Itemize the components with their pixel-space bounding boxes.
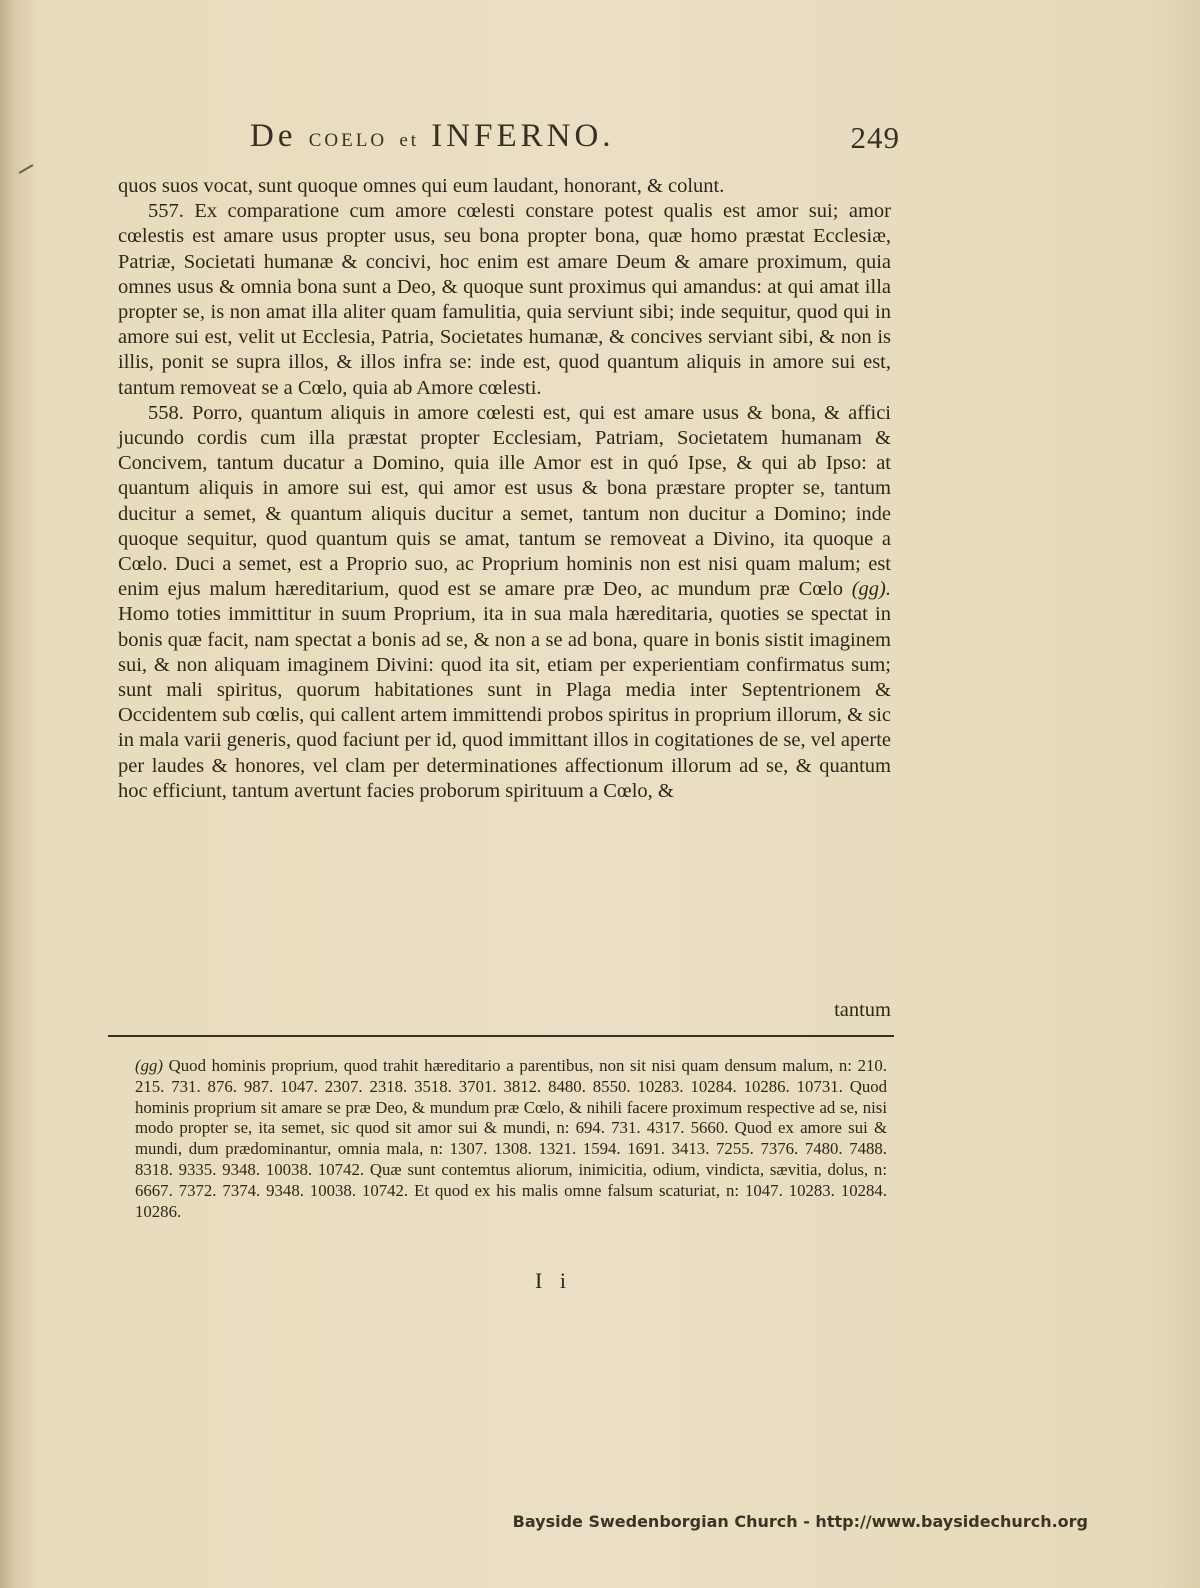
- footnote-reference-gg: (gg).: [851, 578, 891, 601]
- footnote: [135, 1056, 887, 1222]
- running-head-inferno: INFERNO.: [431, 118, 615, 154]
- catchword: tantum: [834, 999, 891, 1021]
- running-head: [250, 118, 900, 162]
- running-head-et: et: [399, 130, 420, 151]
- footnote-text: Quod hominis proprium, quod trahit hæreditario a parentibus, non sit nisi quam densum malum, n: 210. 215. 731. 876. 987. 1047. 2307. 2318. 3518. 3701. 3812. 8480. 8550. 10283. 10284. 10286. 10731. Quod hominis proprium sit amare se præ Deo, & mundum præ Cœlo, & nihili facere proximum respective ad se, nisi modo propter se, ita semet, sic quod sit amor sui & mundi, n: 694. 731. 4317. 5660. Quod ex amore sui & mundi, dum prædominantur, omnia mala, n: 1307. 1308. 1321. 1594. 1691. 3413. 7255. 7376. 7480. 7488. 8318. 9335. 9348. 10038. 10742. Quæ sunt contemtus aliorum, inimicitia, odium, vindicta, sævitia, dolus, n: 6667. 7372. 7374. 9348. 10038. 10742. Et quod ex his malis omne falsum scaturiat, n: 1047. 10283. 10284. 10286.: [135, 1056, 887, 1221]
- paragraph-558-part-b: Homo toties immittitur in suum Proprium, ita in sua mala hæreditaria, quoties se spectat in bonis quæ facit, nam spectat a bonis ad se, & non a se ad bona, quare in bonis sistit imaginem sui, & non aliquam imaginem Divini: quod ita sit, etiam per experientiam confirmatus sum; sunt mali spiritus, quorum habitationes sunt in Plaga media inter Septentrionem & Occidentem sub cœlis, qui callent artem immittendi probos spiritus in proprium illorum, & sic in mala varii generis, quod faciunt per id, quod immittant illos in cogitationes de se, vel aperte per laudes & honores, vel clam per determinationes affectionum illorum ad se, & quantum hoc efficiunt, tantum avertunt facies proborum spirituum a Cœlo, &: [118, 603, 891, 802]
- signature-mark: I i: [535, 1268, 572, 1293]
- page-number: 249: [850, 120, 900, 155]
- margin-pencil-mark: [19, 164, 34, 174]
- paragraph-558-part-a: 558. Porro, quantum aliquis in amore cœlesti est, qui est amare usus & bona, & affici jucundo cordis cum illa præstat propter Ecclesiam, Patriam, Societatem humanam & Concivem, tantum ducatur a Domino, quia ille Amor est in quó Ipse, & qui ab Ipso: at quantum aliquis in amore sui est, qui amor est usus & bona præstare propter se, tantum ducitur a semet, & quantum aliquis ducitur a semet, tantum non ducitur a Domino; inde quoque sequitur, quod quantum quis se amat, tantum se removeat a Divino, ita quoque a Cœlo. Duci a semet, est a Proprio suo, ac Proprium hominis non est nisi quam malum; est enim ejus malum hæreditarium, quod est se amare præ Deo, ac mundum præ Cœlo: [118, 401, 891, 601]
- footnote-rule: [108, 1035, 894, 1037]
- paragraph-557: 557. Ex comparatione cum amore cœlesti constare potest qualis est amor sui; amor cœlestis est amare usus propter usus, seu bona propter bona, quæ homo præstat Ecclesiæ, Patriæ, Societati humanæ & concivi, hoc enim est amare Deum & amare proximum, quia omnes usus & omnia bona sunt a Deo, & quoque sunt proximus qui amandus: at qui amat illa propter se, is non amat illa aliter quam famulitia, quia serviunt sibi; inde sequitur, quod qui in amore sui est, velit ut Ecclesia, Patria, Societates humanæ, & concives serviant sibi, & non is illis, ponit se supra illos, & illos infra se: inde est, quod quantum aliquis in amore sui est, tantum removeat se a Cœlo, quia ab Amore cœlesti.: [118, 200, 891, 399]
- watermark-credit: Bayside Swedenborgian Church - http://www.baysidechurch.org: [512, 1512, 1088, 1531]
- footnote-marker: (gg): [135, 1056, 163, 1075]
- running-head-de: De: [250, 118, 297, 154]
- running-head-coelo: COELO: [308, 130, 388, 151]
- main-text: [118, 174, 891, 804]
- paragraph-558: [118, 401, 891, 804]
- carry-over-paragraph: quos suos vocat, sunt quoque omnes qui eum laudant, honorant, & colunt.: [118, 175, 725, 197]
